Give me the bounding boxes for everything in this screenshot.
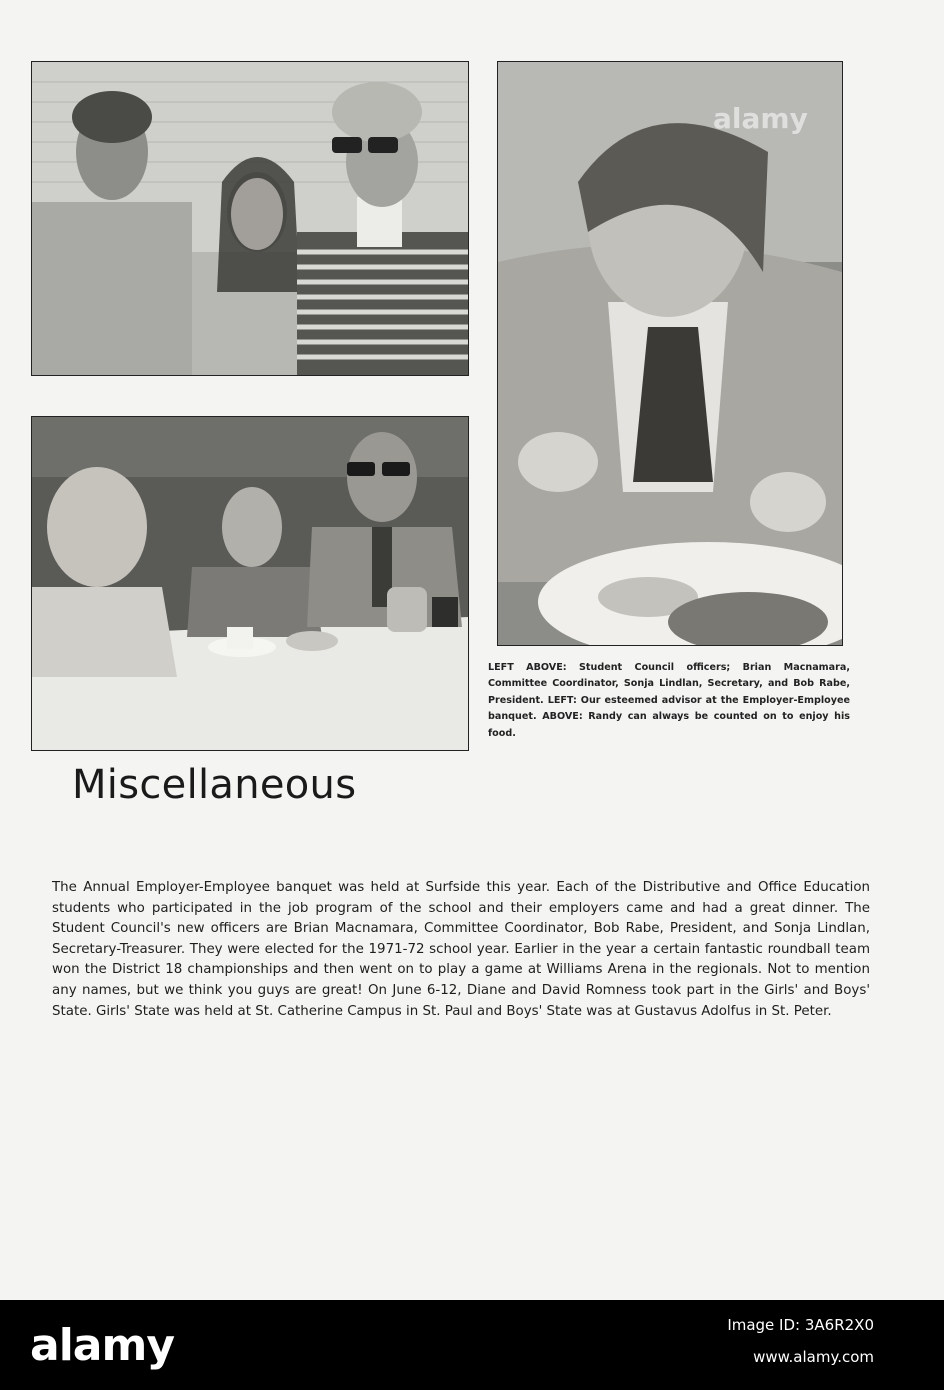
watermark-footer [0,1300,944,1390]
image-id: Image ID: 3A6R2X0 [727,1316,874,1334]
body-paragraph: The Annual Employer-Employee banquet was held at Surfside this year. Each of the Distributive and Office Education students who participated in the job program of the school and their employers came and had a great dinner. The Student Council's new officers are Brian Macnamara, Committee Coordinator, Bob Rabe, President, and Sonja Lindlan, Secretary-Treasurer. They were elected for the 1971-72 school year. Earlier in the year a certain fantastic roundball team won the District 18 championships and then went on to play a game at Williams Arena in the regionals. Not to mention any names, but we think you guys are great! On June 6-12, Diane and David Romness took part in the Girls' and Boys' State. Girls' State was held at St. Catherine Campus in St. Paul and Boys' State was at Gustavus Adolfus in St. Peter. [52,880,870,1019]
site-url: www.alamy.com [753,1348,874,1366]
photo-caption: LEFT ABOVE: Student Council officers; Brian Macnamara, Committee Coordinator, Sonja Lindlan, Secretary, and Bob Rabe, President. LEFT: Our esteemed advisor at the Employer-Employee banquet. ABOVE: Randy can always be counted on to enjoy his food. [488,662,850,739]
watermark: alamy [713,102,808,135]
alamy-logo: alamy [30,1320,174,1371]
page-title: Miscellaneous [72,762,357,808]
photo-student-council-officers [31,61,469,376]
photo-employer-employee-banquet [31,416,469,751]
photo-randy-eating [497,61,843,646]
